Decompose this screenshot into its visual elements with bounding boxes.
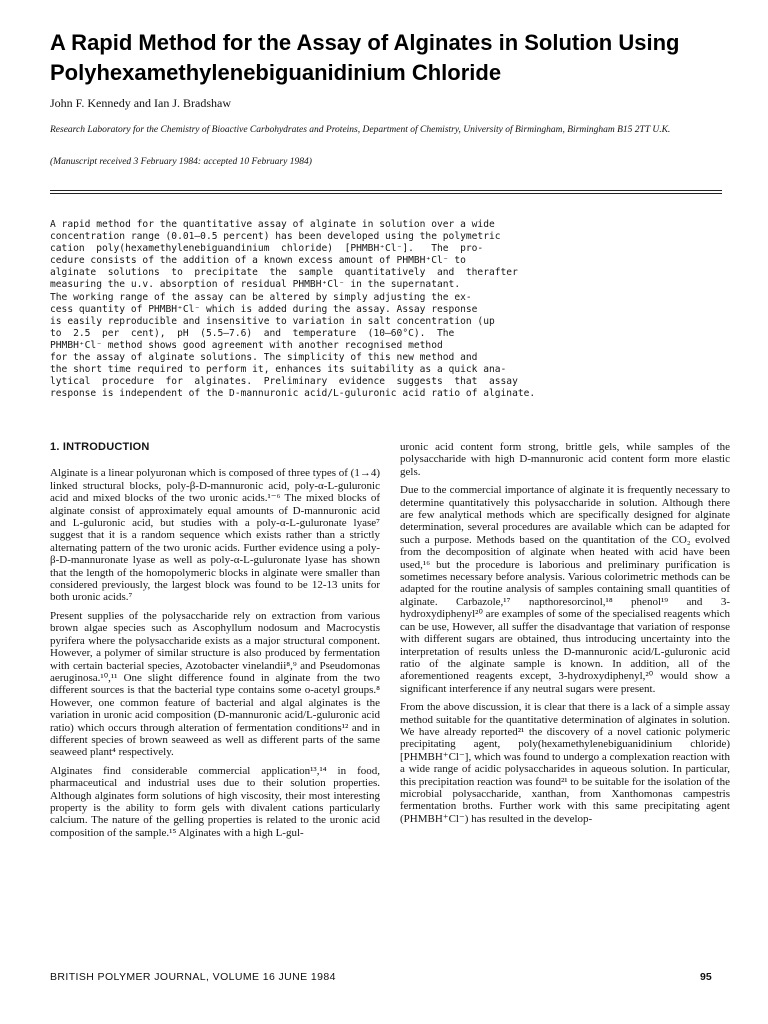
abstract: A rapid method for the quantitative assay of alginate in solution over a wide concentration range (0.01–0.5 percent) has been developed using the polymetric cation poly(hexamethylenebiguandinium chloride) [PHMBH⁺Cl⁻]. The pro- cedure consists of the addition of a known excess amount of PHMBH⁺Cl⁻ to alginate solutions to precipitate the sample quantitatively and therafter measuring the u.v. absorption of residual PHMBH⁺Cl⁻ in the supernatant. The working range of the assay can be altered by simply adjusting the ex- cess quantity of PHMBH⁺Cl⁻ which is added during the assay. Assay response is easily reproducible and insensitive to variation in salt concentration (up to 2.5 per cent), pH (5.5–7.6) and temperature (10–60°C). The PHMBH⁺Cl⁻ method shows good agreement with another recognised method for the assay of alginate solutions. The simplicity of this new method and the short time required to perform it, enhances its suitability as a quick ana- lytical procedure for alginates. Preliminary evidence suggests that assay response is independent of the D-mannuronic acid/L-guluronic acid ratio of alginate. [50,219,536,400]
paragraph: Alginate is a linear polyuronan which is composed of three types of (1→4) linked structural blocks, poly-β-D-mannuronic acid, poly-α-L-guluronic acid and mixed blocks of the two uronic acids.¹⁻⁶ The mixed blocks of alginate consist of approximately equal amounts of D-mannuronic acid and L-guluronic acid, but studies with a poly-α-L-guluronate lyase⁷ suggest that it is a random sequence which exists rather than a strictly alternating pattern of the two uronic acids. Further evidence using a poly-β-D-mannuronate lyase as well as poly-α-L-guluronate lyase has shown that the length of the homopolymeric blocks in alginate were smaller than considered previously, the largest block was found to be 12-13 units for both uronic acids.⁷ [50,467,380,604]
right-column [400,441,730,831]
manuscript-dates: (Manuscript received 3 February 1984: accepted 10 February 1984) [50,157,312,167]
page-number: 95 [700,971,712,983]
header-rule-top [50,190,722,191]
paragraph: Alginates find considerable commercial application¹³,¹⁴ in food, pharmaceutical and industrial uses due to their solution properties. Although alginates form solutions of high viscosity, their most interesting property is the ability to form gels with divalent cations particularly calcium. The nature of the gelling properties is related to the uronic acid composition of the sample.¹⁵ Alginates with a high L-gul- [50,764,380,839]
paragraph: uronic acid content form strong, brittle gels, while samples of the polysaccharide with high D-mannuronic acid content form more elastic gels. [400,441,730,478]
left-column [50,441,380,845]
author-list: John F. Kennedy and Ian J. Bradshaw [50,96,232,110]
header-rule-bottom [50,193,722,194]
paragraph: Present supplies of the polysaccharide rely on extraction from various brown algae species such as Ascophyllum nodosum and Macrocystis pyrifera where the polysaccharide exists as a major structural component. However, a polymer of similar structure is also produced by fermentation with certain bacterial species, Azotobacter vinelandii⁸,⁹ and Pseudomonas aeruginosa.¹⁰,¹¹ One slight difference found in alginate from the two different sources is that the bacterial type contains some o-acetyl groups.⁸ However, one common feature of bacterial and algal alginates is the variation in uronic acid composition (D-mannuronic acid/L-guluronic acid ratio) which occurs through alteration of fermentation conditions¹² and in different species of brown seaweed as well as different parts of the same seaweed plant⁴ respectively. [50,609,380,759]
article-title: A Rapid Method for the Assay of Alginates in Solution Using Polyhexamethylenebiguanidinium Chloride [50,30,680,85]
journal-footer: BRITISH POLYMER JOURNAL, VOLUME 16 JUNE 1984 [50,971,336,983]
section-heading-introduction: 1. INTRODUCTION [50,441,150,453]
paragraph: From the above discussion, it is clear that there is a lack of a simple assay method suitable for the quantitative determination of alginates in solution. We have already reported²¹ the discovery of a novel cationic polymeric precipitating agent, poly(hexamethylenebiguanidinium chloride) [PHMBH⁺Cl⁻], which was found to undergo a complexation reaction with a wide range of acidic polysaccharides in aqueous solution. In particular, this precipitation reaction was found²¹ to be suitable for the isolation of the microbial polysaccharide, xanthan, from Xanthomonas campestris fermentation broths. Further work with this same precipitating agent (PHMBH⁺Cl⁻) has resulted in the develop- [400,701,730,825]
paragraph: Due to the commercial importance of alginate it is frequently necessary to determine quantitatively this polysaccharide in solution. Although there are few analytical methods which are specifically designed for alginate determination, several procedures are available which can be adapted for such a purpose. Methods based on the quantitation of the CO₂ evolved from the decomposition of alginate when heated with acid have been used,¹⁶ but the procedure is laborious and preliminary purification is sometimes necessary before analysis. Various colorimetric methods can be adapted for the routine analysis of samples containing small quantities of alginate. Carbazole,¹⁷ napthoresorcinol,¹⁸ phenol¹⁹ and 3-hydroxydiphenyl²⁰ are examples of some of the specialised reagents which can be use, However, all suffer the disadvantage that variation of response with different sugars are obtained, thus introducing uncertainty into the interpretation of results unless the D-mannuronic acid/L-guluronic acid ratio of the alginate sample is known. In addition, all of the aforementioned reagents except, 3-hydroxydiphenyl,²⁰ would show a significant interference if any neutral sugars were present. [400,484,730,695]
author-affiliation: Research Laboratory for the Chemistry of Bioactive Carbohydrates and Proteins, Department of Chemistry, University of Birmingham, Birmingham B15 2TT U.K. [50,125,671,135]
